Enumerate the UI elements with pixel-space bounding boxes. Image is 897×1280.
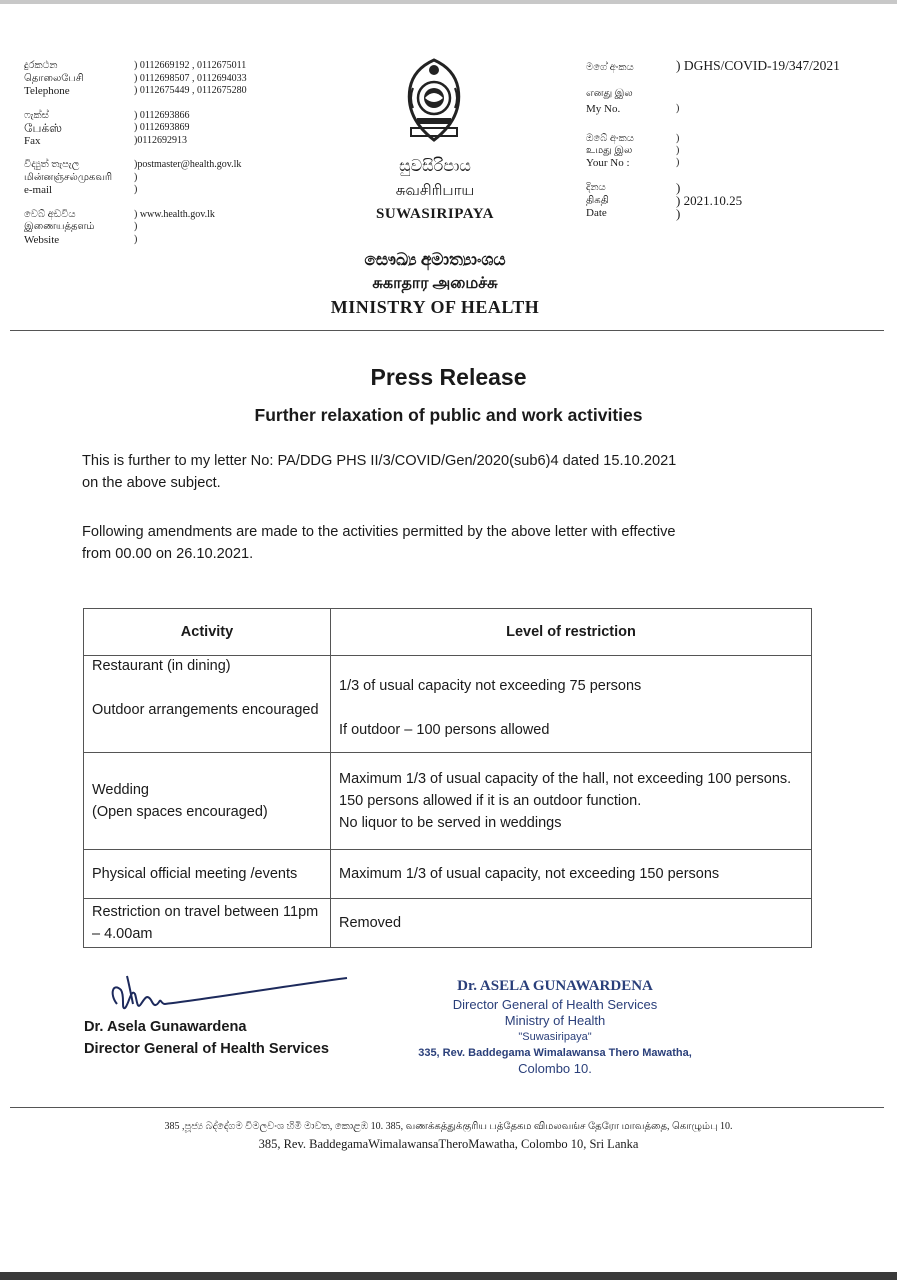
date-label-en: Date [586, 207, 607, 219]
contact-label: Website [24, 233, 60, 246]
contact-value: ) 0112693866 [134, 109, 190, 121]
official-stamp [410, 978, 700, 1077]
footer-address-local: 385 ,පූජ්‍ය බද්දේගම විමලවංශ හිමි මාවත, කොළඹ 10. 385, வணக்கத்துக்குரிய பத்தேகம விமலவங்ச தேரோ மாவத்தை, கொழும்பு 10. [164, 1121, 733, 1132]
table-cell-activity: Restriction on travel between 11pm – 4.00am [84, 899, 331, 948]
suwasiripaya-english: SUWASIRIPAYA [376, 206, 494, 222]
contact-value: ) [134, 221, 138, 232]
amendments-paragraph [82, 521, 822, 565]
table-cell-activity [84, 656, 331, 753]
stamp-line: Director General of Health Services [452, 997, 658, 1012]
contact-email [24, 159, 324, 197]
footer-divider [10, 1107, 884, 1108]
date-label-ta: திகதி [586, 195, 609, 206]
stamp-line: Colombo 10. [518, 1061, 592, 1076]
table-cell-restriction: Removed [331, 899, 812, 948]
table-header-row [84, 609, 812, 656]
contact-website [24, 209, 324, 247]
my-number-alt [586, 88, 876, 115]
intro-paragraph [82, 450, 822, 494]
date-label-si: දිනය [586, 182, 606, 193]
signatory-title: Director General of Health Services [84, 1041, 329, 1057]
column-header-activity: Activity [84, 609, 331, 656]
activity-outdoor: Outdoor arrangements encouraged [92, 702, 319, 718]
activity-restaurant: Restaurant (in dining) [92, 658, 231, 674]
your-number-label-en: Your No : [586, 157, 630, 169]
my-number-label-ta: எனது இல [586, 88, 633, 99]
table-row [84, 850, 812, 899]
my-number-label-en: My No. [586, 103, 621, 115]
contact-label: දුරකථන [24, 60, 58, 71]
contact-value: ) 0112675449 , 0112675280 [134, 85, 247, 96]
contact-label: Fax [24, 134, 41, 147]
signature-block [84, 1016, 329, 1060]
stamp-line: Ministry of Health [504, 1013, 606, 1028]
amendments-line: Following amendments are made to the activities permitted by the above letter with effective [82, 524, 676, 540]
intro-line: This is further to my letter No: PA/DDG PHS II/3/COVID/Gen/2020(sub6)4 dated 15.10.2021 [82, 453, 677, 469]
contact-value: ) 0112669192 , 0112675011 [134, 60, 247, 71]
press-release-title: Press Release [370, 364, 527, 390]
contact-label: தொலைபேசி [24, 72, 84, 84]
header-divider [10, 330, 884, 331]
ministry-tamil: சுகாதார அமைச்சு [372, 275, 498, 292]
contact-value: ) [134, 233, 138, 245]
suwasiripaya-sinhala: සුවසිරිපාය [399, 158, 471, 175]
sri-lanka-emblem-icon [403, 58, 465, 144]
contact-label: Telephone [24, 85, 70, 97]
my-number-paren: ) [676, 103, 680, 114]
amendments-line: from 00.00 on 26.10.2021. [82, 546, 254, 562]
contact-label: மின்னஞ்சல்முகவரி [24, 171, 113, 183]
signatory-name: Dr. Asela Gunawardena [84, 1019, 247, 1035]
contact-label: பேக்ஸ் [24, 121, 63, 135]
top-border [0, 0, 897, 4]
contact-value: )0112692913 [134, 134, 187, 146]
ministry-english: MINISTRY OF HEALTH [330, 297, 540, 317]
handwritten-signature-icon [95, 964, 355, 1024]
press-release-subtitle: Further relaxation of public and work activities [254, 405, 643, 425]
table-row [84, 753, 812, 850]
contact-value: ) www.health.gov.lk [134, 208, 215, 220]
table-cell-restriction: 1/3 of usual capacity not exceeding 75 persons [331, 656, 812, 709]
your-number-parens: ) ) ) [676, 133, 680, 168]
contact-value: ) [134, 171, 138, 183]
your-number-label-ta: உமது இல [586, 145, 633, 156]
contact-value: ) 0112693869 [134, 122, 190, 133]
table-cell-activity: Wedding (Open spaces encouraged) [84, 753, 331, 850]
reference-block [586, 58, 876, 221]
contact-label: ෆැක්ස් [24, 109, 49, 121]
table-row [84, 656, 812, 709]
stamp-line: 335, Rev. Baddegama Wimalawansa Thero Mawatha, [418, 1047, 692, 1059]
date-row [586, 181, 876, 220]
suwasiripaya-tamil: சுவசிரிபாய [395, 183, 475, 199]
footer-address-english: 385, Rev. BaddegamaWimalawansaTheroMawatha, Colombo 10, Sri Lanka [258, 1137, 639, 1151]
table-cell-activity: Physical official meeting /events [84, 850, 331, 899]
my-number-value: ) DGHS/COVID-19/347/2021 [676, 58, 840, 73]
ministry-sinhala: සෞඛ්‍ය අමාත්‍යාංශය [364, 250, 506, 269]
contact-label: இணையத்தளம் [24, 221, 95, 232]
your-number-label-si: ඔබේ අංකය [586, 133, 634, 144]
table-cell-restriction: If outdoor – 100 persons allowed [331, 708, 812, 753]
table-cell-restriction: Maximum 1/3 of usual capacity, not exceeding 150 persons [331, 850, 812, 899]
contact-fax [24, 110, 324, 148]
my-number-label-si: මගේ අංකය [586, 62, 634, 73]
intro-line: on the above subject. [82, 475, 221, 491]
contact-telephone [24, 60, 324, 98]
restrictions-table [83, 608, 812, 948]
stamp-line: "Suwasiripaya" [518, 1031, 592, 1043]
stamp-name: Dr. ASELA GUNAWARDENA [457, 978, 653, 994]
contact-value: ) [134, 184, 138, 195]
table-cell-restriction: Maximum 1/3 of usual capacity of the hall, not exceeding 100 persons. 150 persons allowed if it is an outdoor function. No liquor to be served in weddings [331, 753, 812, 850]
column-header-restriction: Level of restriction [331, 609, 812, 656]
your-number-row [586, 133, 876, 169]
contact-label: e-mail [24, 184, 53, 196]
my-number-row [586, 58, 876, 74]
contact-label: වෙබ් අඩවිය [24, 208, 76, 220]
contact-label: විද්‍යුත් තැපැල [24, 159, 80, 170]
date-value: ) ) 2021.10.25 ) [676, 180, 743, 221]
contact-value: )postmaster@health.gov.lk [134, 159, 242, 170]
contact-value: ) 0112698507 , 0112694033 [134, 72, 247, 84]
contact-block [24, 60, 324, 258]
table-row [84, 899, 812, 948]
bottom-border [0, 1272, 897, 1280]
